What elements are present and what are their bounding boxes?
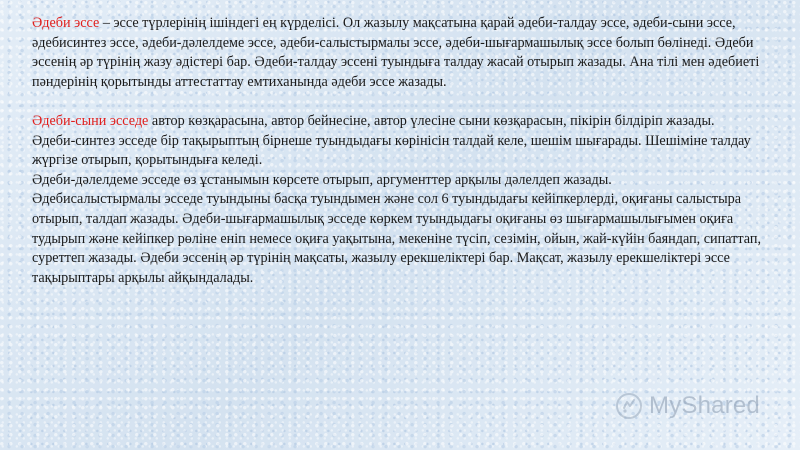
paragraph-literary-essay-body: – эссе түрлерінің ішіндегі ең күрделісі. Ол жазылу мақсатына қарай әдеби-талдау эссе, әдеби-сыни эссе, әдебисинтез эссе, әдеби-дәлелдеме эссе, әдеби-салыстырмалы эссе, әдеби-шығармашылық эссе болып бөлінеді. Әдеби эссенің әр түрінің жазу әдістері бар. Әдеби-талдау эссені туындыға талдау жасай отырып жазады. Ана тілі мен әдебиеті пәндерінің қорытынды аттестаттау емтиханында әдеби эссе жазады. <box>32 15 760 90</box>
essay-text-block <box>32 14 782 288</box>
paragraph-literary-essay <box>32 14 782 92</box>
paragraph-argument-essay: Әдеби-дәлелдеме эсседе өз ұстанымын көрсете отырып, аргументтер арқылы дәлелдеп жазады. <box>32 171 612 188</box>
watermark-logo <box>615 390 775 422</box>
paragraph-critical-essay <box>32 112 782 132</box>
myshared-logo-icon <box>615 392 643 420</box>
term-critical-essay: Әдеби-сыни эсседе <box>32 112 149 129</box>
paragraph-critical-essay-body: автор көзқарасына, автор бейнесіне, автор үлесіне сыни көзқарасын, пікірін білдіріп жазады. <box>148 112 715 129</box>
term-literary-essay: Әдеби эссе <box>32 15 100 31</box>
paragraph-comparative-essay: Әдебисалыстырмалы эсседе туындыны басқа туындымен және сол 6 туындыдағы кейіпкерлерді, оқиғаны салыстыра отырып, талдап жазады. Әдеби-шығармашылық эсседе көркем туындыдағы оқиғаны өз шығармашылығымен оқиға тудырып және кейіпкер рөліне еніп немесе оқиға уақытына, мекеніне түсіп, сезімін, ойын, жай-күйін баяндап, сипаттап, суреттеп жазады. Әдеби эссенің әр түрінің мақсаты, жазылу ерекшеліктері бар. Мақсат, жазылу ерекшеліктері эссе тақырыптары арқылы айқындалады. <box>32 191 761 286</box>
paragraph-spacer <box>32 92 782 112</box>
watermark-text: MyShared <box>649 392 760 419</box>
paragraph-synthesis-essay: Әдеби-синтез эсседе бір тақырыптың бірнеше туындыдағы көрінісін талдай келе, шешім шығарады. Шешіміне талдау жүргізе отырып, қорытындыға келеді. <box>32 132 751 169</box>
